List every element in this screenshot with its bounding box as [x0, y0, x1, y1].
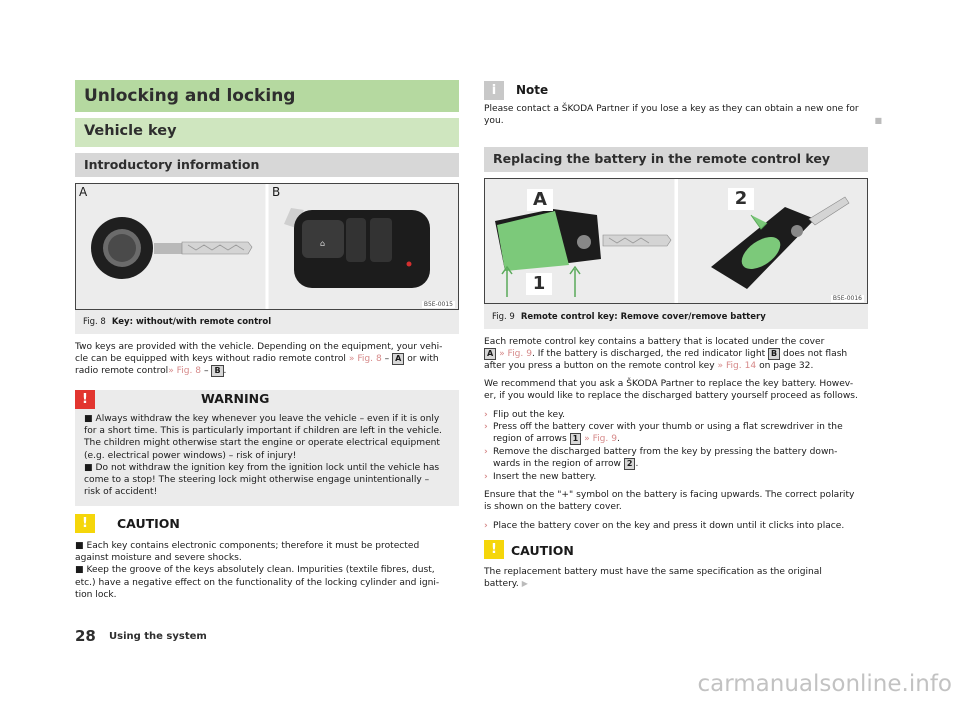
figure-code: B5E-0016	[832, 295, 862, 302]
subsection-title: Vehicle key	[84, 123, 177, 139]
warning-text: ■ Always withdraw the key whenever you leave the vehicle – even if it is only for a short time. This is particularly important if children are left in the vehicle. The children might otherwise start the engine or operate electrical equipment (e.g. electrical power windows) – risk of injury! ■ Do not withdraw the ignition key from the ignition lock until the vehicle has come to a stop! The steering lock might otherwise engage unintentionally – risk of accident!	[84, 414, 442, 498]
warning-box	[75, 390, 459, 506]
section-title: Unlocking and locking	[84, 86, 296, 106]
step-chevron: ›	[484, 422, 488, 432]
figure-label-a: A	[527, 189, 553, 211]
topic-title-band	[484, 147, 868, 172]
caution-icon: !	[484, 540, 504, 559]
cover-a-ref: A	[484, 348, 496, 360]
key-b-ref: B	[211, 365, 223, 377]
step-item: › Press off the battery cover with your thumb or using a flat screwdriver in the region of arrows 1 » Fig. 9.	[484, 422, 843, 445]
figure-caption-text: Remote control key: Remove cover/remove battery	[520, 312, 766, 322]
recommend-paragraph: We recommend that you ask a ŠKODA Partner to replace the key battery. Howev- er, if you would like to replace the discharged battery yourself proceed as follows.	[484, 379, 858, 402]
figure-label-1: 1	[526, 273, 552, 295]
arrow-1-ref: 1	[570, 433, 582, 445]
intro-paragraph: Two keys are provided with the vehicle. Depending on the equipment, your vehi- cle can be equipped with keys without radio remote control » Fig. 8 – A or with radio remote control» Fig. 8 – B .	[75, 342, 443, 377]
caution-text: The replacement battery must have the same specification as the original battery. ▶	[484, 567, 822, 590]
figure-label-b: B	[272, 185, 281, 199]
figure-number: Fig. 9	[492, 312, 515, 322]
caution-text: ■ Each key contains electronic components; therefore it must be protected against moisture and severe shocks. ■ Keep the groove of the keys absolutely clean. Impurities (textile fibres, dust, etc.) have a negative effect on the functionality of the locking cylinder and igni- tion lock.	[75, 541, 440, 600]
polarity-paragraph: Ensure that the "+" symbol on the battery is facing upwards. The correct polarity is shown on the battery cover.	[484, 490, 855, 513]
figure-9-image	[484, 178, 868, 304]
svg-text:⌂: ⌂	[320, 239, 326, 248]
figure-code: B5E-0015	[423, 301, 453, 308]
fig-link[interactable]: » Fig. 8	[168, 366, 202, 377]
figure-9	[484, 178, 868, 329]
warning-icon: !	[75, 390, 95, 409]
warning-header	[75, 390, 459, 409]
subsection-title-band	[75, 118, 459, 147]
key-a-ref: A	[392, 353, 404, 365]
figure-8	[75, 183, 459, 334]
note-title: Note	[516, 83, 549, 97]
topic-title: Replacing the battery in the remote control key	[493, 151, 831, 166]
light-b-ref: B	[768, 348, 780, 360]
footer-section: Using the system	[109, 631, 207, 642]
fig-link[interactable]: » Fig. 8	[348, 354, 382, 365]
step-chevron: ›	[484, 410, 488, 420]
info-icon: i	[484, 81, 504, 100]
step-item: › Remove the discharged battery from the key by pressing the battery down- wards in the region of arrow 2 .	[484, 447, 838, 470]
key-illustration	[76, 184, 459, 310]
caution-title: CAUTION	[117, 516, 180, 531]
fig-link[interactable]: » Fig. 9	[581, 434, 617, 445]
section-title-band	[75, 80, 459, 112]
step-chevron: ›	[484, 472, 488, 482]
figure-9-caption	[492, 312, 766, 322]
warning-title: WARNING	[201, 391, 270, 406]
step-item: › Flip out the key.	[484, 410, 566, 420]
step-item: › Place the battery cover on the key and press it down until it clicks into place.	[484, 521, 845, 531]
caution-title: CAUTION	[511, 543, 574, 558]
step-chevron: ›	[484, 447, 488, 457]
figure-8-image	[75, 183, 459, 310]
figure-number: Fig. 8	[83, 317, 106, 327]
page-number: 28	[75, 627, 96, 645]
fig-link[interactable]: » Fig. 9	[496, 349, 532, 360]
figure-label-a: A	[79, 185, 88, 199]
figure-8-caption	[83, 317, 271, 327]
step-item: › Insert the new battery.	[484, 472, 597, 482]
arrow-2-ref: 2	[624, 458, 636, 470]
battery-paragraph: Each remote control key contains a battery that is located under the cover A » Fig. 9. If the battery is discharged, the red indicator light B does not flash after you press a button on the remote control key » Fig. 14 on page 32.	[484, 337, 848, 372]
watermark: carmanualsonline.info	[697, 671, 952, 697]
topic-title: Introductory information	[84, 157, 260, 172]
end-mark: ■	[874, 116, 882, 126]
note-text: Please contact a ŠKODA Partner if you lose a key as they can obtain a new one for you. ■	[484, 104, 882, 127]
step-chevron: ›	[484, 521, 488, 531]
fig-link[interactable]: » Fig. 14	[717, 361, 757, 372]
topic-title-band	[75, 153, 459, 177]
figure-label-2: 2	[728, 188, 754, 210]
continue-mark: ▶	[521, 579, 528, 589]
caution-icon: !	[75, 514, 95, 533]
figure-caption-text: Key: without/with remote control	[111, 317, 272, 327]
